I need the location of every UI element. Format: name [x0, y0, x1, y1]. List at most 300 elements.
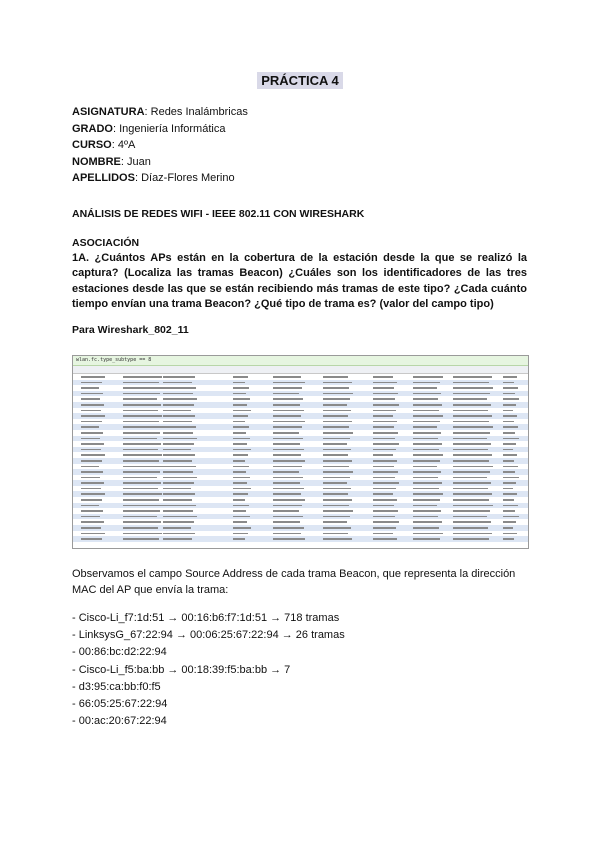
packet-cell: [273, 398, 303, 400]
packet-cell: [163, 510, 193, 512]
packet-cell: [413, 538, 440, 540]
packet-cell: [81, 438, 100, 440]
packet-cell: [123, 521, 161, 523]
packet-cell: [81, 426, 99, 428]
packet-cell: [413, 533, 443, 535]
packet-cell: [123, 533, 162, 535]
packet-cell: [123, 510, 160, 512]
packet-cell: [163, 376, 195, 378]
packet-cell: [373, 488, 396, 490]
packet-cell: [503, 477, 519, 479]
packet-cell: [163, 505, 196, 507]
packet-cell: [233, 533, 248, 535]
packet-cell: [233, 460, 245, 462]
caption: Para Wireshark_802_11: [72, 324, 189, 336]
packet-cell: [123, 421, 159, 423]
packet-cell: [273, 376, 301, 378]
packet-cell: [81, 477, 100, 479]
meta-label: ASIGNATURA: [72, 106, 145, 118]
packet-cell: [453, 393, 490, 395]
packet-cell: [413, 387, 437, 389]
packet-cell: [503, 404, 516, 406]
packet-cell: [81, 382, 102, 384]
packet-cell: [273, 471, 299, 473]
packet-cell: [413, 438, 438, 440]
packet-cell: [81, 404, 104, 406]
packet-cell: [413, 527, 439, 529]
packet-cell: [233, 415, 248, 417]
meta-value: : Díaz-Flores Merino: [134, 172, 235, 184]
packet-cell: [81, 421, 102, 423]
packet-cell: [123, 488, 158, 490]
packet-cell: [233, 454, 248, 456]
packet-cell: [323, 454, 348, 456]
packet-cell: [373, 382, 397, 384]
packet-cell: [273, 493, 301, 495]
packet-cell: [453, 460, 489, 462]
packet-cell: [233, 421, 245, 423]
list-item: - LinksysG_67:22:94 → 00:06:25:67:22:94 → 26 tramas: [72, 629, 345, 642]
packet-cell: [323, 521, 347, 523]
list-item: - d3:95:ca:bb:f0:f5: [72, 680, 161, 693]
packet-cell: [233, 521, 247, 523]
packet-cell: [323, 404, 347, 406]
question-text: 1A. ¿Cuántos APs están en la cobertura de la estación desde la que se realizó la captura? (Localiza las tramas Beacon) ¿Cuáles son los identificadores de las tres estaciones desde las que se están recibiendo más tramas de este tipo? ¿Cada cuánto tiempo envían una trama Beacon? ¿Qué tipo de trama es? (valor del campo tipo): [72, 252, 527, 310]
packet-cell: [123, 410, 158, 412]
packet-cell: [273, 415, 301, 417]
packet-cell: [373, 493, 393, 495]
packet-cell: [373, 432, 398, 434]
packet-cell: [123, 404, 161, 406]
packet-cell: [453, 471, 490, 473]
page-title: PRÁCTICA 4: [257, 72, 343, 89]
packet-cell: [323, 393, 353, 395]
packet-cell: [323, 387, 349, 389]
packet-cell: [373, 438, 395, 440]
packet-cell: [163, 387, 196, 389]
packet-cell: [233, 449, 251, 451]
packet-cell: [373, 499, 397, 501]
packet-cell: [233, 505, 249, 507]
meta-label: APELLIDOS: [72, 172, 135, 184]
packet-cell: [373, 387, 394, 389]
packet-cell: [323, 527, 351, 529]
packet-cell: [233, 466, 249, 468]
packet-cell: [373, 404, 399, 406]
packet-cell: [413, 521, 442, 523]
packet-cell: [81, 454, 105, 456]
packet-cell: [323, 421, 352, 423]
meta-label: CURSO: [72, 139, 112, 151]
student-info: [72, 104, 248, 187]
packet-cell: [233, 398, 250, 400]
list-item: - 66:05:25:67:22:94: [72, 698, 168, 711]
packet-cell: [413, 410, 439, 412]
meta-value: : 4ºA: [111, 139, 136, 151]
packet-cell: [273, 499, 305, 501]
packet-cell: [81, 460, 102, 462]
packet-cell: [453, 499, 489, 501]
packet-cell: [453, 477, 487, 479]
list-item: - Cisco-Li_f7:1d:51 → 00:16:b6:f7:1d:51 → 718 tramas: [72, 612, 340, 624]
packet-cell: [503, 493, 517, 495]
packet-cell: [413, 398, 438, 400]
packet-cell: [373, 449, 396, 451]
packet-cell: [453, 488, 488, 490]
packet-cell: [323, 432, 353, 434]
packet-cell: [163, 493, 195, 495]
packet-cell: [163, 466, 196, 468]
packet-cell: [503, 398, 519, 400]
packet-cell: [413, 454, 443, 456]
packet-cell: [163, 527, 191, 529]
packet-list: [73, 374, 528, 542]
packet-cell: [453, 432, 490, 434]
packet-cell: [453, 527, 488, 529]
packet-cell: [503, 538, 514, 540]
packet-cell: [163, 398, 197, 400]
packet-cell: [413, 404, 442, 406]
packet-cell: [413, 432, 441, 434]
packet-cell: [503, 426, 518, 428]
list-item: - Cisco-Li_f5:ba:bb → 00:18:39:f5:ba:bb → 7: [72, 663, 291, 676]
packet-cell: [233, 499, 245, 501]
packet-cell: [123, 393, 160, 395]
packet-cell: [163, 432, 193, 434]
packet-cell: [233, 426, 249, 428]
packet-cell: [323, 471, 353, 473]
packet-cell: [413, 382, 440, 384]
packet-cell: [323, 505, 349, 507]
packet-cell: [81, 387, 99, 389]
packet-cell: [453, 482, 491, 484]
packet-cell: [273, 421, 305, 423]
packet-cell: [373, 505, 394, 507]
packet-cell: [123, 471, 160, 473]
packet-cell: [503, 466, 518, 468]
list-item: - 00:86:bc:d2:22:94: [72, 646, 167, 659]
meta-value: : Ingeniería Informática: [112, 122, 226, 135]
packet-cell: [453, 505, 493, 507]
packet-cell: [123, 482, 161, 484]
packet-cell: [373, 443, 399, 445]
packet-cell: [81, 443, 104, 445]
packet-cell: [413, 505, 437, 507]
packet-cell: [413, 471, 441, 473]
packet-cell: [81, 410, 101, 412]
packet-cell: [163, 477, 197, 479]
packet-cell: [373, 460, 397, 462]
packet-cell: [233, 527, 251, 529]
packet-cell: [123, 466, 163, 468]
packet-cell: [163, 426, 196, 428]
packet-cell: [233, 477, 250, 479]
packet-cell: [373, 471, 398, 473]
packet-cell: [373, 482, 399, 484]
packet-cell: [233, 387, 249, 389]
packet-cell: [413, 477, 438, 479]
packet-cell: [503, 376, 517, 378]
packet-cell: [373, 393, 398, 395]
packet-cell: [453, 510, 490, 512]
packet-cell: [163, 438, 197, 440]
packet-cell: [453, 521, 491, 523]
packet-cell: [123, 460, 159, 462]
packet-cell: [323, 443, 347, 445]
packet-cell: [163, 443, 194, 445]
packet-cell: [81, 521, 104, 523]
packet-cell: [503, 387, 518, 389]
packet-cell: [81, 505, 99, 507]
packet-cell: [453, 410, 488, 412]
packet-cell: [123, 443, 161, 445]
packet-cell: [233, 410, 251, 412]
packet-cell: [233, 538, 245, 540]
packet-cell: [413, 449, 439, 451]
packet-cell: [81, 527, 101, 529]
packet-cell: [273, 527, 304, 529]
packet-cell: [373, 410, 396, 412]
section-heading: ASOCIACIÓN: [72, 237, 140, 249]
packet-cell: [123, 382, 159, 384]
packet-cell: [503, 482, 516, 484]
packet-cell: [503, 521, 516, 523]
packet-cell: [273, 393, 299, 395]
packet-cell: [81, 449, 101, 451]
packet-cell: [453, 398, 487, 400]
packet-cell: [413, 488, 439, 490]
packet-cell: [123, 454, 162, 456]
observation-text: Observamos el campo Source Address de cada trama Beacon, que representa la dirección MAC del AP que envía la trama:: [72, 568, 516, 596]
packet-cell: [323, 493, 348, 495]
packet-cell: [233, 488, 251, 490]
packet-cell: [373, 510, 398, 512]
packet-cell: [123, 438, 157, 440]
packet-cell: [123, 538, 159, 540]
packet-cell: [453, 454, 492, 456]
packet-cell: [413, 516, 438, 518]
packet-cell: [81, 482, 104, 484]
packet-cell: [81, 533, 105, 535]
packet-cell: [81, 510, 103, 512]
packet-cell: [373, 426, 394, 428]
packet-cell: [81, 398, 100, 400]
packet-cell: [163, 533, 195, 535]
packet-cell: [233, 443, 247, 445]
packet-cell: [233, 393, 246, 395]
packet-cell: [323, 510, 353, 512]
packet-cell: [163, 454, 195, 456]
packet-cell: [453, 516, 487, 518]
packet-cell: [233, 471, 246, 473]
packet-cell: [373, 527, 396, 529]
meta-value: : Juan: [120, 155, 151, 168]
packet-cell: [453, 421, 489, 423]
packet-cell: [503, 438, 519, 440]
packet-cell: [413, 510, 441, 512]
packet-cell: [163, 393, 193, 395]
packet-cell: [273, 387, 302, 389]
packet-cell: [323, 449, 351, 451]
packet-cell: [413, 393, 441, 395]
packet-cell: [233, 438, 250, 440]
packet-cell: [323, 516, 350, 518]
packet-cell: [323, 460, 352, 462]
packet-cell: [273, 521, 300, 523]
packet-cell: [413, 376, 443, 378]
packet-cell: [323, 488, 351, 490]
packet-cell: [323, 482, 347, 484]
packet-cell: [163, 410, 191, 412]
packet-cell: [453, 382, 489, 384]
packet-cell: [453, 415, 492, 417]
packet-list-header: [73, 366, 528, 374]
packet-cell: [503, 527, 513, 529]
packet-cell: [323, 410, 351, 412]
packet-cell: [503, 488, 513, 490]
packet-cell: [273, 449, 304, 451]
packet-cell: [503, 415, 517, 417]
packet-cell: [273, 443, 300, 445]
packet-cell: [163, 482, 194, 484]
packet-cell: [503, 443, 516, 445]
packet-cell: [503, 533, 517, 535]
packet-cell: [373, 415, 393, 417]
packet-cell: [273, 505, 302, 507]
packet-cell: [323, 382, 352, 384]
packet-cell: [413, 421, 440, 423]
packet-cell: [273, 482, 300, 484]
packet-cell: [163, 421, 192, 423]
packet-cell: [233, 432, 246, 434]
packet-cell: [373, 466, 394, 468]
packet-cell: [273, 382, 305, 384]
packet-cell: [453, 438, 487, 440]
packet-cell: [273, 432, 299, 434]
packet-cell: [163, 460, 192, 462]
packet-cell: [323, 499, 352, 501]
meta-line: [72, 121, 248, 138]
packet-cell: [373, 477, 395, 479]
packet-cell: [123, 398, 157, 400]
packet-cell: [453, 426, 493, 428]
packet-cell: [163, 488, 191, 490]
meta-value: : Redes Inalámbricas: [144, 106, 248, 118]
packet-cell: [323, 426, 349, 428]
wireshark-screenshot: [72, 355, 529, 549]
packet-cell: [503, 432, 515, 434]
packet-cell: [81, 488, 101, 490]
packet-cell: [453, 538, 489, 540]
packet-cell: [123, 505, 163, 507]
packet-cell: [233, 376, 248, 378]
packet-cell: [273, 516, 303, 518]
packet-cell: [273, 460, 305, 462]
packet-cell: [81, 471, 103, 473]
packet-cell: [503, 421, 514, 423]
packet-cell: [123, 516, 157, 518]
packet-cell: [323, 376, 348, 378]
packet-cell: [503, 454, 517, 456]
packet-cell: [413, 493, 443, 495]
packet-cell: [503, 382, 514, 384]
packet-cell: [163, 499, 192, 501]
packet-cell: [373, 521, 399, 523]
meta-line: [72, 154, 248, 171]
packet-cell: [163, 382, 192, 384]
packet-cell: [233, 510, 246, 512]
packet-cell: [81, 376, 105, 378]
packet-cell: [233, 482, 247, 484]
packet-cell: [233, 516, 250, 518]
meta-line: [72, 104, 248, 121]
meta-line: [72, 170, 248, 187]
packet-cell: [81, 516, 100, 518]
packet-cell: [323, 466, 349, 468]
main-heading: ANÁLISIS DE REDES WIFI - IEEE 802.11 CON WIRESHARK: [72, 208, 365, 220]
packet-cell: [503, 510, 515, 512]
packet-cell: [123, 477, 157, 479]
packet-cell: [123, 449, 158, 451]
packet-cell: [273, 454, 301, 456]
packet-cell: [273, 488, 304, 490]
list-item: - 00:ac:20:67:22:94: [72, 715, 167, 728]
packet-cell: [503, 393, 515, 395]
packet-row[interactable]: [73, 536, 528, 542]
packet-cell: [81, 493, 105, 495]
packet-cell: [373, 533, 393, 535]
packet-cell: [273, 426, 302, 428]
packet-cell: [123, 415, 162, 417]
packet-cell: [163, 471, 193, 473]
packet-cell: [453, 449, 488, 451]
packet-cell: [273, 538, 305, 540]
packet-cell: [163, 404, 194, 406]
packet-cell: [453, 387, 493, 389]
packet-cell: [233, 493, 248, 495]
packet-cell: [503, 449, 513, 451]
packet-cell: [323, 438, 350, 440]
display-filter-bar: wlan.fc.type_subtype == 8: [73, 356, 528, 366]
packet-cell: [273, 477, 303, 479]
packet-cell: [123, 432, 160, 434]
packet-cell: [503, 460, 514, 462]
packet-cell: [323, 477, 350, 479]
packet-cell: [163, 538, 192, 540]
packet-cell: [453, 466, 493, 468]
packet-cell: [273, 404, 300, 406]
packet-cell: [503, 471, 515, 473]
packet-cell: [373, 398, 395, 400]
packet-cell: [233, 404, 247, 406]
packet-cell: [413, 415, 443, 417]
packet-cell: [373, 376, 393, 378]
packet-cell: [503, 505, 518, 507]
packet-cell: [413, 466, 437, 468]
packet-cell: [453, 493, 492, 495]
packet-cell: [273, 510, 299, 512]
packet-cell: [273, 466, 302, 468]
meta-label: NOMBRE: [72, 155, 121, 168]
packet-cell: [123, 387, 163, 389]
ap-list: [72, 610, 345, 730]
packet-cell: [413, 482, 442, 484]
packet-cell: [453, 404, 491, 406]
packet-cell: [453, 533, 492, 535]
packet-cell: [81, 538, 102, 540]
packet-cell: [413, 443, 442, 445]
packet-cell: [413, 426, 437, 428]
